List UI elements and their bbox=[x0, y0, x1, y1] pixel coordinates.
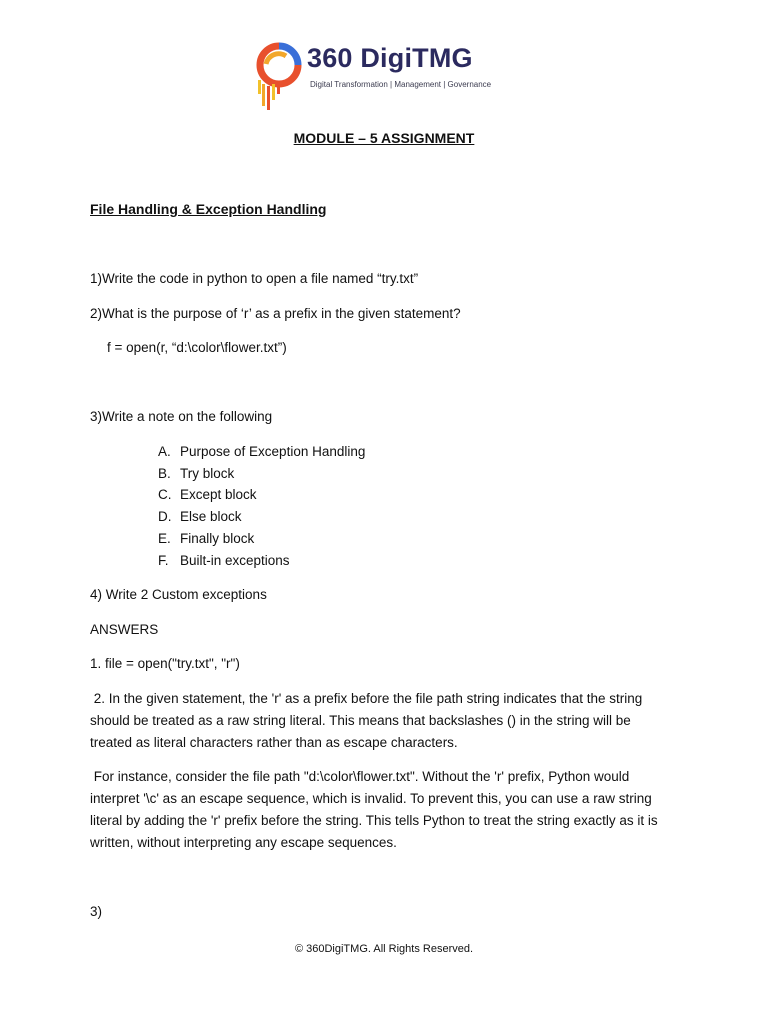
question-2-code: f = open(r, “d:\color\flower.txt”) bbox=[107, 340, 287, 355]
question-3-list bbox=[158, 441, 365, 571]
question-4: 4) Write 2 Custom exceptions bbox=[90, 587, 267, 602]
answer-1: 1. file = open("try.txt", "r") bbox=[90, 656, 240, 671]
answers-heading: ANSWERS bbox=[90, 622, 159, 637]
question-3: 3)Write a note on the following bbox=[90, 409, 273, 424]
brand-tagline: Digital Transformation | Management | Governance bbox=[310, 80, 492, 89]
footer-copyright: © 360DigiTMG. All Rights Reserved. bbox=[294, 943, 474, 955]
list-item: B. Try block bbox=[158, 465, 235, 481]
logo-mark-icon bbox=[256, 42, 302, 112]
list-item: A. Purpose of Exception Handling bbox=[158, 444, 366, 459]
answer-2-paragraph-2: For instance, consider the file path "d:\color\flower.txt". Without the 'r' prefix, Python would interpret '\c' as an escape sequence, which is invalid. To prevent this, you can use a raw string literal by adding the 'r' prefix before the string. This tells Python to treat the string exactly as it is written, without interpreting any escape sequences. bbox=[90, 769, 662, 850]
list-item: C. Except block bbox=[158, 487, 257, 503]
company-logo bbox=[256, 42, 506, 114]
list-item: D. Else block bbox=[158, 509, 242, 525]
list-item: F. Built-in exceptions bbox=[158, 552, 290, 568]
list-item: E. Finally block bbox=[158, 530, 255, 546]
answer-3: 3) bbox=[90, 904, 103, 919]
section-heading: File Handling & Exception Handling bbox=[90, 201, 327, 217]
brand-name: 360 DigiTMG bbox=[307, 43, 473, 73]
question-2: 2)What is the purpose of ‘r’ as a prefix in the given statement? bbox=[90, 306, 461, 321]
answer-2-paragraph-1: 2. In the given statement, the 'r' as a prefix before the file path string indicates that the string should be treated as a raw string literal. This means that backslashes () in the string will be treated as literal characters rather than as escape characters. bbox=[90, 691, 646, 750]
question-1: 1)Write the code in python to open a file named “try.txt” bbox=[90, 271, 419, 286]
page-title: MODULE – 5 ASSIGNMENT bbox=[293, 130, 475, 146]
